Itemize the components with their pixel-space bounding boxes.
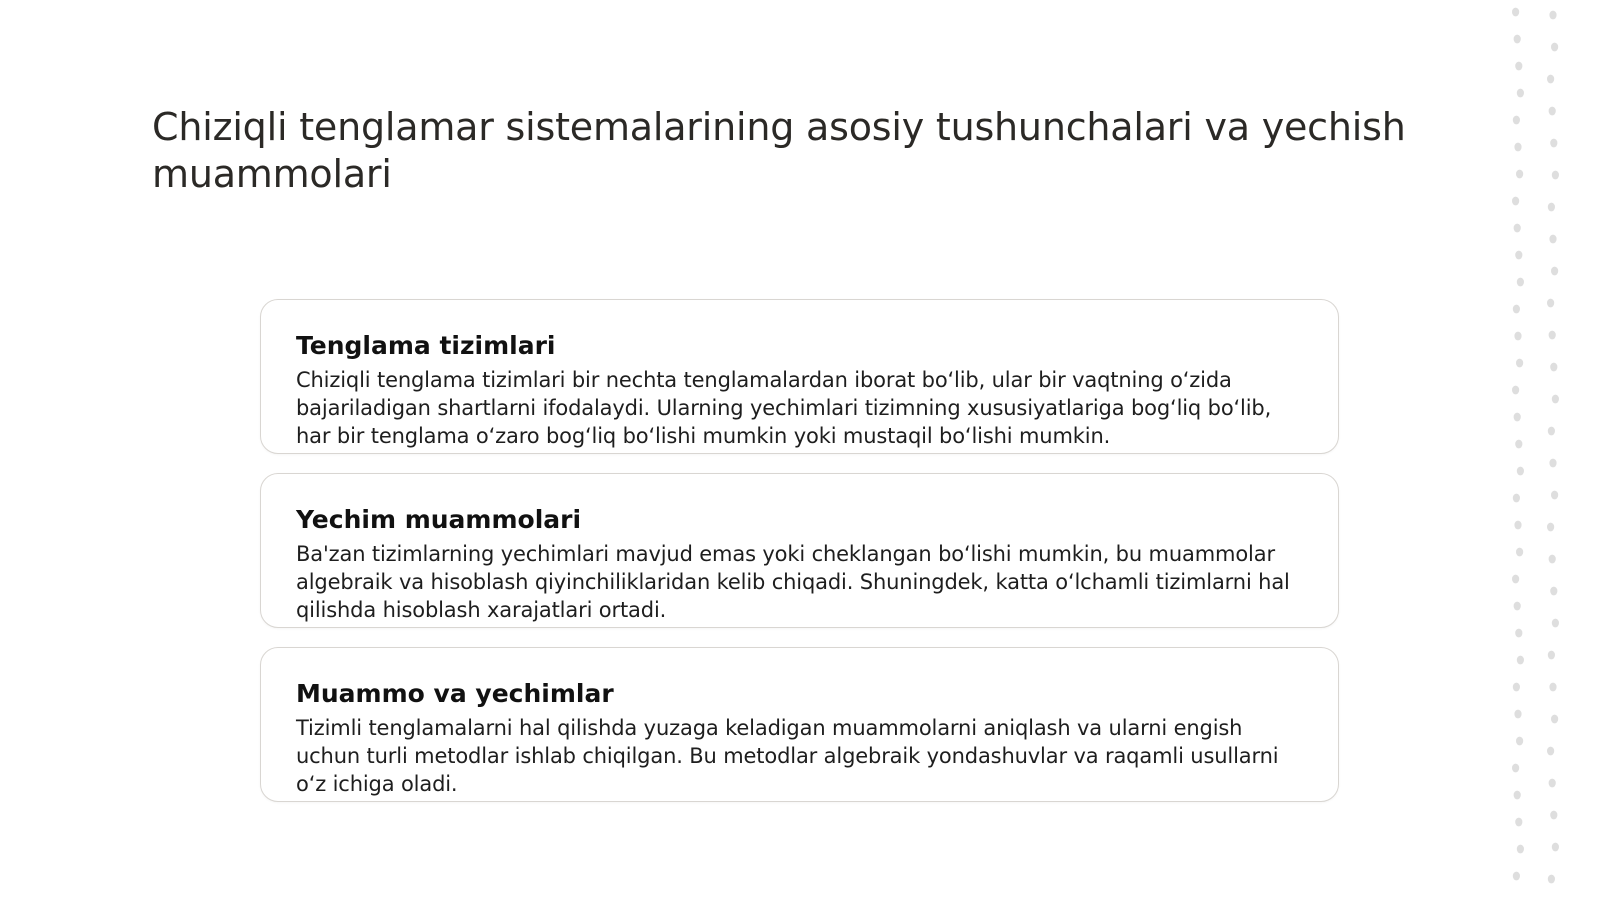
- pattern-dot: [1551, 267, 1558, 276]
- pattern-dot: [1549, 235, 1556, 244]
- pattern-dot: [1515, 62, 1522, 71]
- pattern-dot: [1549, 459, 1556, 468]
- slide-title: Chiziqli tenglamar sistemalarining asosiy tushunchalari va yechish muammolari: [152, 105, 1406, 196]
- pattern-dot: [1514, 413, 1521, 422]
- pattern-dot: [1552, 619, 1559, 628]
- pattern-dot: [1514, 35, 1521, 44]
- pattern-dot: [1516, 170, 1523, 179]
- card-heading: Tenglama tizimlari: [296, 331, 556, 360]
- pattern-dot: [1547, 299, 1554, 308]
- pattern-dot: [1549, 555, 1556, 564]
- pattern-dot: [1513, 494, 1520, 503]
- pattern-dot: [1551, 43, 1558, 52]
- pattern-dot: [1514, 710, 1521, 719]
- pattern-dot: [1514, 224, 1521, 233]
- pattern-dot: [1513, 305, 1520, 314]
- pattern-dot: [1550, 587, 1557, 596]
- pattern-dot: [1516, 737, 1523, 746]
- decorative-dot-pattern: [1480, 0, 1600, 899]
- pattern-dot: [1550, 139, 1557, 148]
- pattern-dot: [1517, 845, 1524, 854]
- pattern-dot: [1514, 602, 1521, 611]
- pattern-dot: [1512, 575, 1519, 584]
- pattern-dot: [1514, 332, 1521, 341]
- pattern-dot: [1547, 75, 1554, 84]
- pattern-dot: [1549, 683, 1556, 692]
- card-heading: Yechim muammolari: [296, 505, 582, 534]
- pattern-dot: [1513, 872, 1520, 881]
- pattern-dot: [1516, 548, 1523, 557]
- pattern-dot: [1548, 427, 1555, 436]
- pattern-dot: [1515, 818, 1522, 827]
- pattern-dot: [1517, 278, 1524, 287]
- pattern-dot: [1549, 11, 1556, 20]
- pattern-dot: [1551, 715, 1558, 724]
- pattern-dot: [1548, 203, 1555, 212]
- pattern-dot: [1549, 779, 1556, 788]
- pattern-dot: [1512, 764, 1519, 773]
- pattern-dot: [1549, 331, 1556, 340]
- card-body: Ba'zan tizimlarning yechimlari mavjud emas yoki cheklangan bo‘lishi mumkin, bu muammolar algebraik va hisoblash qiyinchiliklaridan kelib chiqadi. Shuningdek, katta o‘lchamli tizimlarni hal qilishda hisoblash xarajatlari ortadi.: [296, 542, 1290, 622]
- card-muammo-va-yechimlar: [260, 647, 1339, 802]
- pattern-dot: [1513, 683, 1520, 692]
- card-heading: Muammo va yechimlar: [296, 679, 614, 708]
- pattern-dot: [1552, 843, 1559, 852]
- pattern-dot: [1512, 8, 1519, 17]
- card-body: Chiziqli tenglama tizimlari bir nechta tenglamalardan iborat bo‘lib, ular bir vaqtning o‘zida bajariladigan shartlarni ifodalaydi. Ularning yechimlari tizimning xususiyatlariga bog‘liq bo‘lib, har bir tenglama o‘zaro bog‘liq bo‘lishi mumkin yoki mustaqil bo‘lishi mumkin.: [296, 368, 1272, 448]
- card-body: Tizimli tenglamalarni hal qilishda yuzaga keladigan muammolarni aniqlash va ularni engish uchun turli metodlar ishlab chiqilgan. Bu metodlar algebraik yondashuvlar va raqamli usullarni o‘z ichiga oladi.: [296, 716, 1279, 796]
- pattern-dot: [1548, 875, 1555, 884]
- pattern-dot: [1551, 491, 1558, 500]
- pattern-dot: [1515, 440, 1522, 449]
- pattern-dot: [1514, 791, 1521, 800]
- pattern-dot: [1515, 251, 1522, 260]
- pattern-dot: [1547, 747, 1554, 756]
- pattern-dot: [1514, 143, 1521, 152]
- card-tenglama-tizimlari: [260, 299, 1339, 454]
- pattern-dot: [1547, 523, 1554, 532]
- pattern-dot: [1514, 521, 1521, 530]
- pattern-dot: [1517, 89, 1524, 98]
- card-yechim-muammolari: [260, 473, 1339, 628]
- pattern-dot: [1550, 363, 1557, 372]
- pattern-dot: [1550, 811, 1557, 820]
- pattern-dot: [1515, 629, 1522, 638]
- pattern-dot: [1552, 395, 1559, 404]
- pattern-dot: [1512, 386, 1519, 395]
- pattern-dot: [1548, 651, 1555, 660]
- pattern-dot: [1549, 107, 1556, 116]
- pattern-dot: [1552, 171, 1559, 180]
- pattern-dot: [1517, 467, 1524, 476]
- pattern-dot: [1513, 116, 1520, 125]
- pattern-dot: [1517, 656, 1524, 665]
- pattern-dot: [1516, 359, 1523, 368]
- pattern-dot: [1512, 197, 1519, 206]
